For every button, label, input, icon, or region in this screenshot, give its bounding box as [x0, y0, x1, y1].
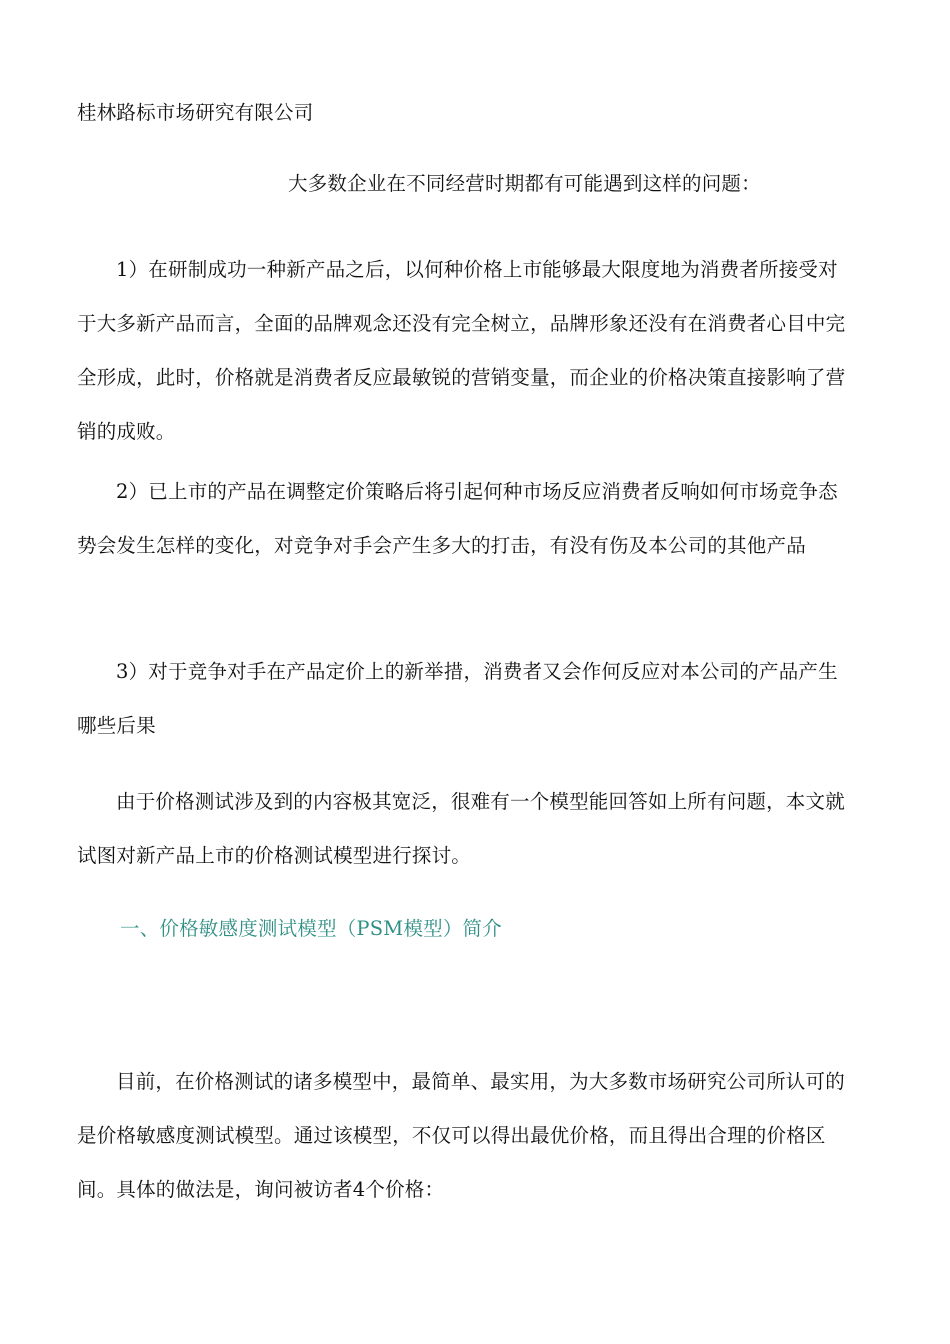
paragraph-2: 2）已上市的产品在调整定价策略后将引起何种市场反应消费者反响如何市场竞争态势会发生怎样的变化，对竞争对手会产生多大的打击，有没有伤及本公司的其他产品 — [77, 480, 838, 557]
intro-sentence: 大多数企业在不同经营时期都有可能遇到这样的问题： — [288, 172, 761, 195]
paragraph-4: 由于价格测试涉及到的内容极其宽泛，很难有一个模型能回答如上所有问题，本文就试图对新产品上市的价格测试模型进行探讨。 — [77, 790, 845, 867]
section-heading: 一、价格敏感度测试模型（PSM模型）简介 — [120, 917, 502, 940]
company-name: 桂林路标市场研究有限公司 — [77, 101, 314, 124]
paragraph-3: 3）对于竞争对手在产品定价上的新举措，消费者又会作何反应对本公司的产品产生哪些后果 — [77, 660, 838, 737]
paragraph-1: 1）在研制成功一种新产品之后，以何种价格上市能够最大限度地为消费者所接受对于大多新产品而言，全面的品牌观念还没有完全树立，品牌形象还没有在消费者心目中完全形成，此时，价格就是消费者反应最敏锐的营销变量，而企业的价格决策直接影响了营销的成败。 — [77, 258, 846, 443]
section-paragraph: 目前，在价格测试的诸多模型中，最简单、最实用，为大多数市场研究公司所认可的是价格敏感度测试模型。通过该模型，不仅可以得出最优价格，而且得出合理的价格区间。具体的做法是，询问被访者4个价格： — [77, 1070, 845, 1201]
